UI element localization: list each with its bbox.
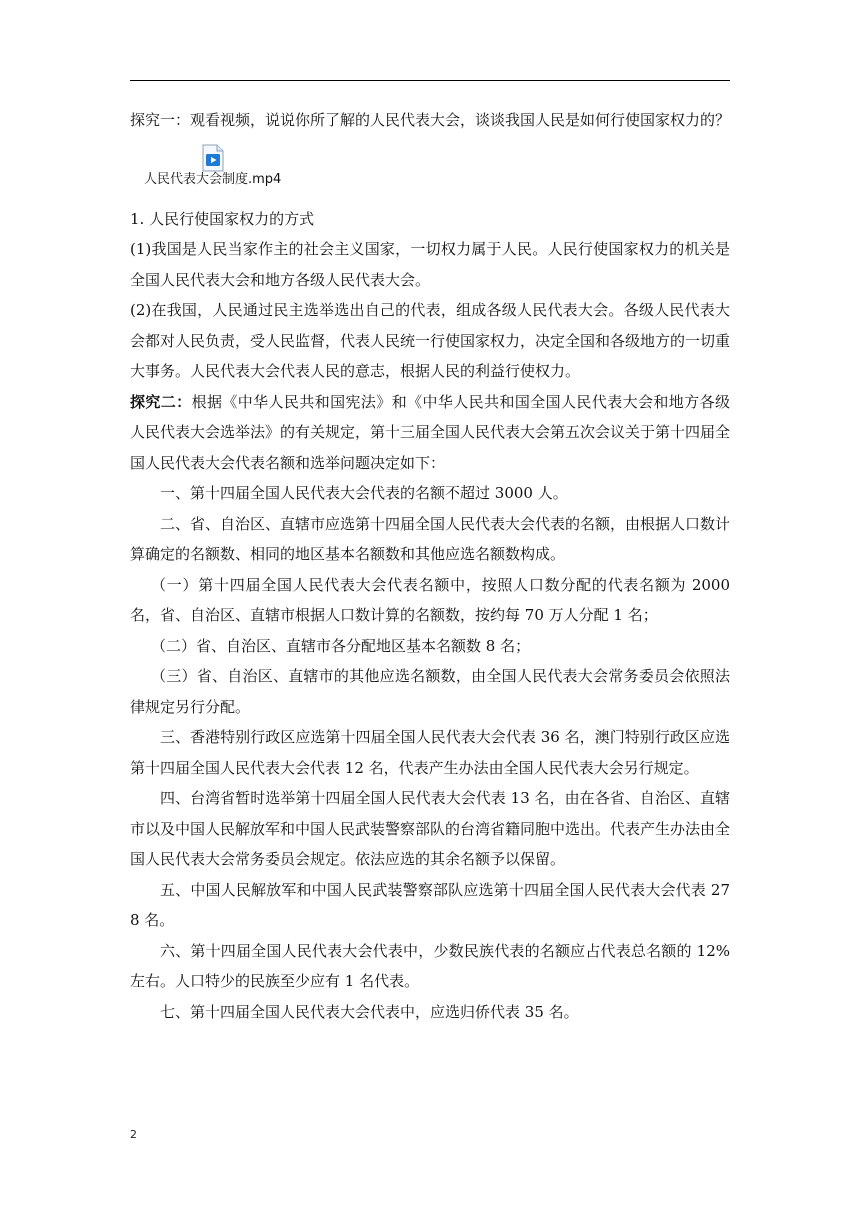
- item-5: 五、中国人民解放军和中国人民武装警察部队应选第十四届全国人民代表大会代表 278 名。: [130, 880, 730, 929]
- question-1: 探究一：观看视频，说说你所了解的人民代表大会，谈谈我国人民是如何行使国家权力的？: [130, 111, 731, 129]
- section-1-title: 1. 人民行使国家权力的方式: [130, 209, 315, 228]
- item-3: 三、香港特别行政区应选第十四届全国人民代表大会代表 36 名，澳门特别行政区应选第十四届全国人民代表大会代表 12 名，代表产生办法由全国人民代表大会另行规定。: [130, 728, 730, 777]
- item-6: 六、第十四届全国人民代表大会代表中，少数民族代表的名额应占代表总名额的 12%左右。人口特少的民族至少应有 1 名代表。: [130, 941, 730, 990]
- video-file-icon[interactable]: [202, 144, 224, 172]
- section-1-paragraph-2: (2)在我国，人民通过民主选举选出自己的代表，组成各级人民代表大会。各级人民代表大会都对人民负责，受人民监督，代表人民统一行使国家权力，决定全国和各级地方的一切重大事务。人民代表大会代表人民的意志，根据人民的利益行使权力。: [130, 301, 731, 380]
- page-content: [130, 105, 730, 1027]
- question-2: [130, 387, 730, 479]
- header-rule: [130, 80, 730, 81]
- question-2-label: 探究二：: [130, 392, 192, 411]
- question-2-text: 根据《中华人民共和国宪法》和《中华人民共和国全国人民代表大会和地方各级人民代表大会选举法》的有关规定，第十三届全国人民代表大会第五次会议关于第十四届全国人民代表大会代表名额和选举问题决定如下：: [130, 392, 731, 472]
- item-1: 一、第十四届全国人民代表大会代表的名额不超过 3000 人。: [160, 484, 568, 502]
- item-2-sub-2: （二）省、自治区、直辖市各分配地区基本名额数 8 名；: [151, 636, 531, 655]
- item-2-sub-1: （一）第十四届全国人民代表大会代表名额中，按照人口数分配的代表名额为 2000 名，省、自治区、直辖市根据人口数计算的名额数，按约每 70 万人分配 1 名；: [130, 575, 730, 624]
- item-2: 二、省、自治区、直辖市应选第十四届全国人民代表大会代表的名额，由根据人口数计算确定的名额数、相同的地区基本名额数和其他应选名额数构成。: [130, 514, 731, 563]
- item-7: 七、第十四届全国人民代表大会代表中，应选归侨代表 35 名。: [160, 1002, 579, 1021]
- attachment-filename[interactable]: 人民代表大会制度.mp4: [144, 171, 282, 187]
- section-1-paragraph-1: (1)我国是人民当家作主的社会主义国家，一切权力属于人民。人民行使国家权力的机关是全国人民代表大会和地方各级人民代表大会。: [130, 240, 730, 289]
- page-number: 2: [130, 1128, 137, 1141]
- item-2-sub-3: （三）省、自治区、直辖市的其他应选名额数，由全国人民代表大会常务委员会依照法律规定另行分配。: [130, 667, 730, 716]
- item-4: 四、台湾省暂时选举第十四届全国人民代表大会代表 13 名，由在各省、自治区、直辖市以及中国人民解放军和中国人民武装警察部队的台湾省籍同胞中选出。代表产生办法由全国人民代表大会常务委员会规定。依法应选的其余名额予以保留。: [130, 789, 731, 868]
- video-attachment[interactable]: [130, 140, 730, 204]
